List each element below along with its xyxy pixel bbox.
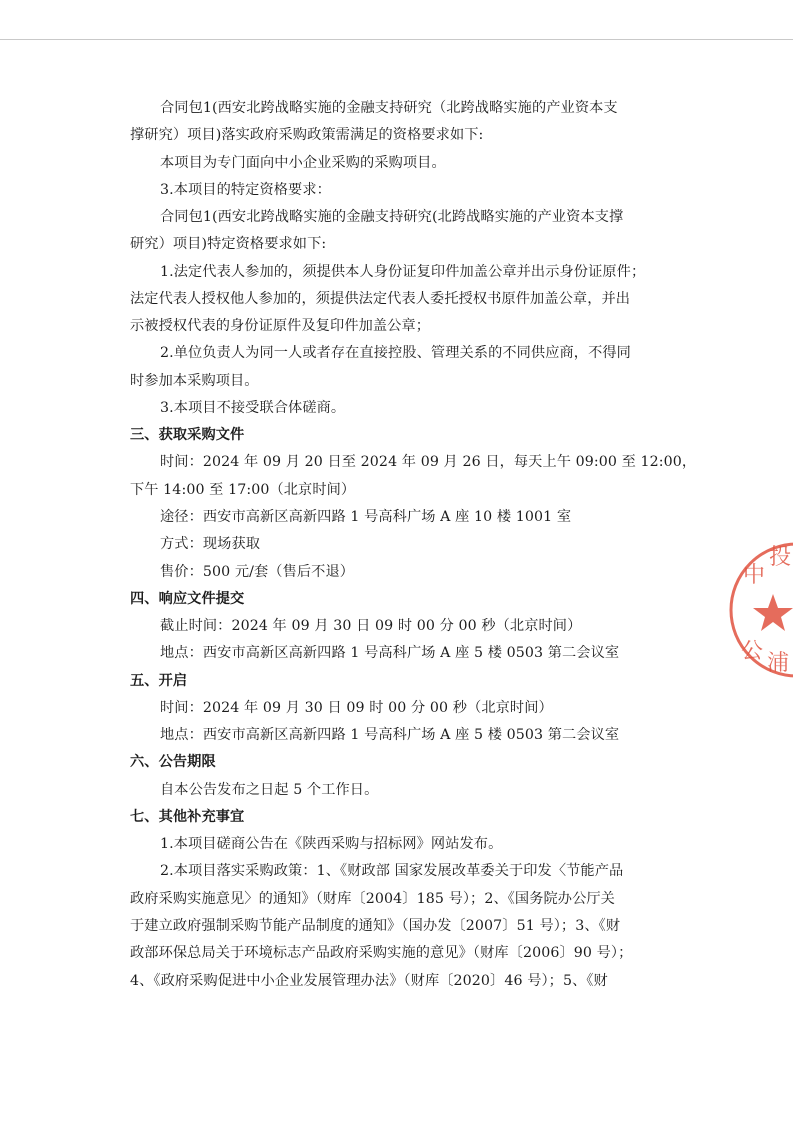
section-6-title: 六、公告期限: [130, 754, 216, 771]
special-item-2-line-2: 时参加本采购项目。: [130, 372, 259, 389]
section-7-title: 七、其他补充事宜: [130, 808, 245, 825]
sec7-item-2-line-2: 政府采购实施意见〉的通知》（财库〔2004〕185 号）；2、《国务院办公厅关: [130, 890, 615, 907]
special-requirements-heading: 3.本项目的特定资格要求：: [160, 181, 331, 198]
sec3-route: 途径：西安市高新区高新四路 1 号高科广场 A 座 10 楼 1001 室: [160, 508, 572, 525]
sec5-time: 时间：2024 年 09 月 30 日 09 时 00 分 00 秒（北京时间）: [160, 699, 553, 716]
sec4-deadline: 截止时间：2024 年 09 月 30 日 09 时 00 分 00 秒（北京时间）: [160, 618, 582, 635]
header-rule: [0, 39, 793, 40]
intro-line-3: 本项目为专门面向中小企业采购的采购项目。: [160, 154, 446, 171]
special-para-line-1: 合同包1(西安北跨战略实施的金融支持研究(北跨战略实施的产业资本支撑: [160, 209, 624, 226]
special-item-1-line-3: 示被授权代表的身份证原件及复印件加盖公章；: [130, 318, 431, 335]
intro-line-2: 撑研究）项目)落实政府采购政策需满足的资格要求如下:: [130, 127, 484, 144]
sec7-item-2-line-4: 政部环保总局关于环境标志产品政府采购实施的意见》（财库〔2006〕90 号）；: [130, 945, 633, 962]
section-3-title: 三、获取采购文件: [130, 427, 245, 444]
seal-glyph-3: 公: [741, 639, 764, 664]
sec7-item-2-line-5: 4、《政府采购促进中小企业发展管理办法》（财库〔2020〕46 号）；5、《财: [130, 972, 608, 989]
seal-glyph-4: 浦: [767, 651, 790, 676]
special-para-line-2: 研究）项目)特定资格要求如下:: [130, 236, 327, 253]
sec7-item-2-line-1: 2.本项目落实采购政策：1、《财政部 国家发展改革委关于印发〈节能产品: [160, 863, 624, 880]
special-item-3: 3.本项目不接受联合体磋商。: [160, 399, 346, 416]
sec3-price: 售价：500 元/套（售后不退）: [160, 563, 355, 580]
sec5-place: 地点：西安市高新区高新四路 1 号高科广场 A 座 5 楼 0503 第二会议室: [160, 727, 620, 744]
special-item-2-line-1: 2.单位负责人为同一人或者存在直接控股、管理关系的不同供应商，不得同: [160, 345, 631, 362]
sec7-item-1: 1.本项目磋商公告在《陕西采购与招标网》网站发布。: [160, 836, 503, 853]
section-4-title: 四、响应文件提交: [130, 590, 245, 607]
seal-glyph-1: 中: [743, 563, 766, 588]
sec3-method: 方式：现场获取: [160, 536, 261, 553]
document-body: [130, 95, 697, 995]
sec4-place: 地点：西安市高新区高新四路 1 号高科广场 A 座 5 楼 0503 第二会议室: [160, 645, 620, 662]
sec3-time-line-2: 下午 14:00 至 17:00（北京时间）: [130, 481, 356, 498]
seal-glyph-2: 投: [769, 545, 792, 570]
special-item-1-line-1: 1.法定代表人参加的，须提供本人身份证复印件加盖公章并出示身份证原件；: [160, 263, 646, 280]
official-seal-stamp: [715, 530, 793, 690]
special-item-1-line-2: 法定代表人授权他人参加的，须提供法定代表人委托授权书原件加盖公章，并出: [130, 290, 631, 307]
intro-line-1: 合同包1(西安北跨战略实施的金融支持研究（北跨战略实施的产业资本支: [160, 100, 618, 116]
sec6-text: 自本公告发布之日起 5 个工作日。: [160, 781, 379, 798]
sec3-time-line-1: 时间：2024 年 09 月 20 日至 2024 年 09 月 26 日，每天上午 09:00 至 12:00，: [160, 454, 697, 471]
sec7-item-2-line-3: 于建立政府强制采购节能产品制度的通知》（国办发〔2007〕51 号）；3、《财: [130, 917, 621, 934]
section-5-title: 五、开启: [130, 672, 188, 689]
